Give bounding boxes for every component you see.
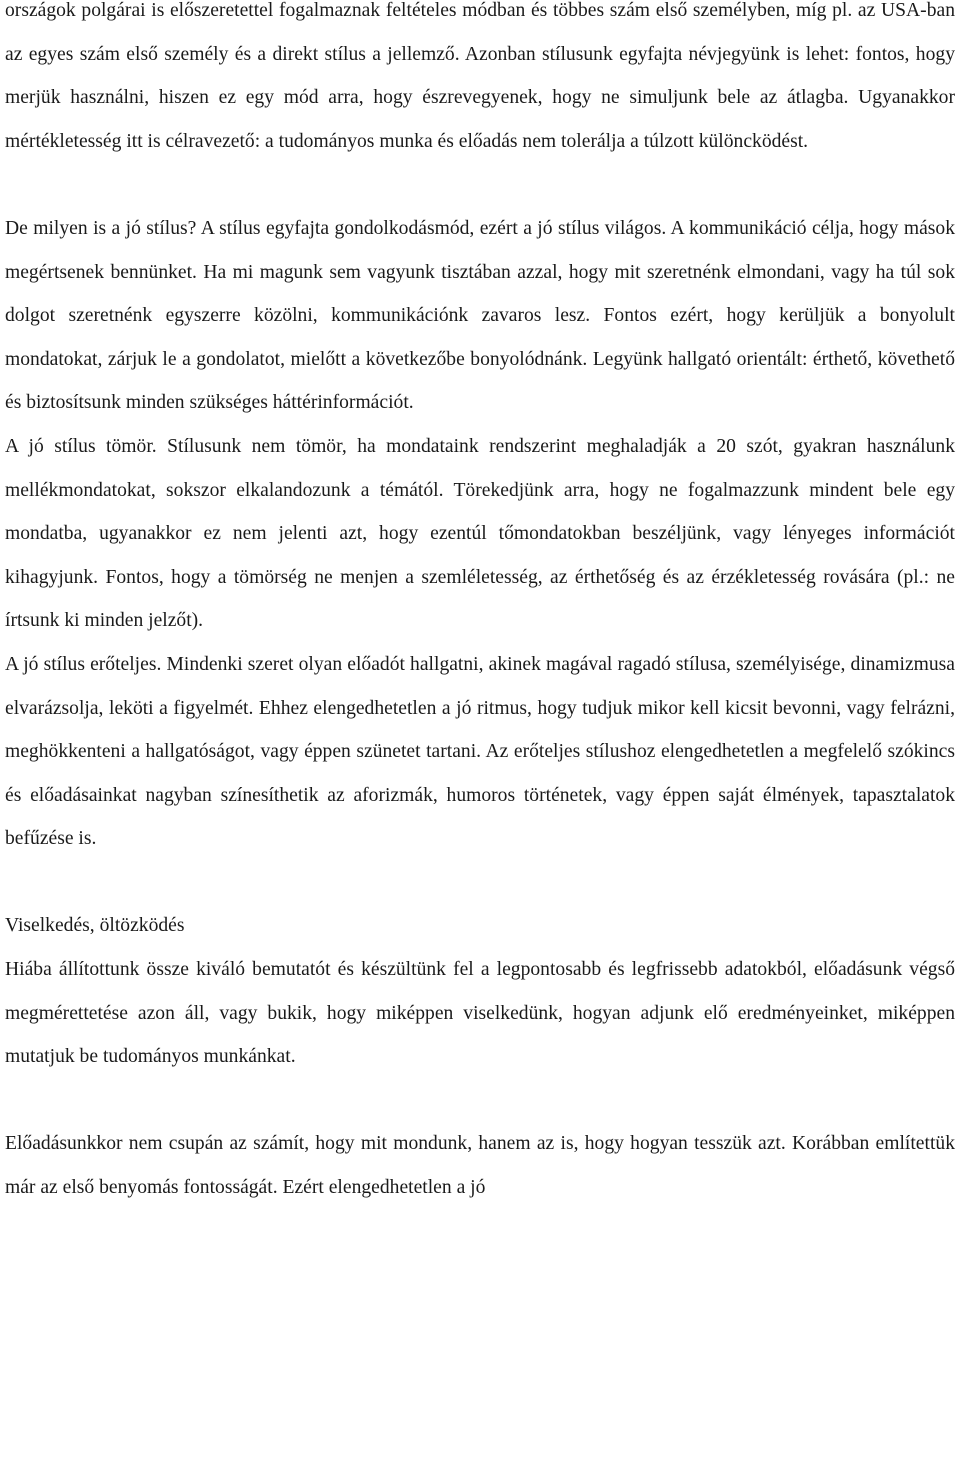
document-page (5, 0, 955, 1210)
section-heading: Viselkedés, öltözködés (5, 915, 185, 937)
paragraph-6: Előadásunkkor nem csupán az számít, hogy mit mondunk, hanem az is, hogy hogyan tesszük azt. Korábban említettük már az első benyomás fontosságát. Ezért elengedhetetlen a jó (5, 1133, 955, 1199)
paragraph-gap (5, 861, 955, 905)
paragraph-2: De milyen is a jó stílus? A stílus egyfajta gondolkodásmód, ezért a jó stílus világos. A kommunikáció célja, hogy mások megértsenek bennünket. Ha mi magunk sem vagyunk tisztában azzal, hogy mit szeretnénk elmondani, vagy ha túl sok dolgot szeretnénk egyszerre közölni, kommunikációnk zavaros lesz. Fontos ezért, hogy kerüljük a bonyolult mondatokat, zárjuk le a gondolatot, mielőtt a következőbe bonyolódnánk. Legyünk hallgató orientált: érthető, követhető és biztosítsunk minden szükséges háttérinformációt. (5, 217, 955, 414)
paragraph-gap (5, 1079, 955, 1123)
paragraph-gap (5, 163, 955, 207)
paragraph-1: országok polgárai is előszeretettel fogalmaznak feltételes módban és többes szám első személyben, míg pl. az USA-ban az egyes szám első személy és a direkt stílus a jellemző. Azonban stílusunk egyfajta névjegyünk is lehet: fontos, hogy merjük használni, hiszen ez egy mód arra, hogy észrevegyenek, hogy ne simuljunk bele az átlagba. Ugyanakkor mértékletesség itt is célravezető: a tudományos munka és előadás nem tolerálja a túlzott különcködést. (5, 0, 955, 152)
paragraph-3: A jó stílus tömör. Stílusunk nem tömör, ha mondataink rendszerint meghaladják a 20 szót, gyakran használunk mellékmondatokat, sokszor elkalandozunk a témától. Törekedjünk arra, hogy ne fogalmazzunk mindent bele egy mondatba, ugyanakkor ez nem jelenti azt, hogy ezentúl tőmondatokban beszéljünk, vagy lényeges információt kihagyjunk. Fontos, hogy a tömörség ne menjen a szemléletesség, az érthetőség és az érzékletesség rovására (pl.: ne írtsunk ki minden jelzőt). (5, 435, 955, 632)
paragraph-4: A jó stílus erőteljes. Mindenki szeret olyan előadót hallgatni, akinek magával ragadó stílusa, személyisége, dinamizmusa elvarázsolja, leköti a figyelmét. Ehhez elengedhetetlen a jó ritmus, hogy tudjuk mikor kell kicsit bevonni, vagy felrázni, meghökkenteni a hallgatóságot, vagy éppen szünetet tartani. Az erőteljes stílushoz elengedhetetlen a megfelelő szókincs és előadásainkat nagyban színesíthetik az aforizmák, humoros történetek, vagy éppen saját élmények, tapasztalatok befűzése is. (5, 653, 955, 850)
paragraph-5: Hiába állítottunk össze kiváló bemutatót és készültünk fel a legpontosabb és legfrissebb adatokból, előadásunk végső megmérettetése azon áll, vagy bukik, hogy miképpen viselkedünk, hogyan adjunk elő eredményeinket, miképpen mutatjuk be tudományos munkánkat. (5, 959, 955, 1068)
